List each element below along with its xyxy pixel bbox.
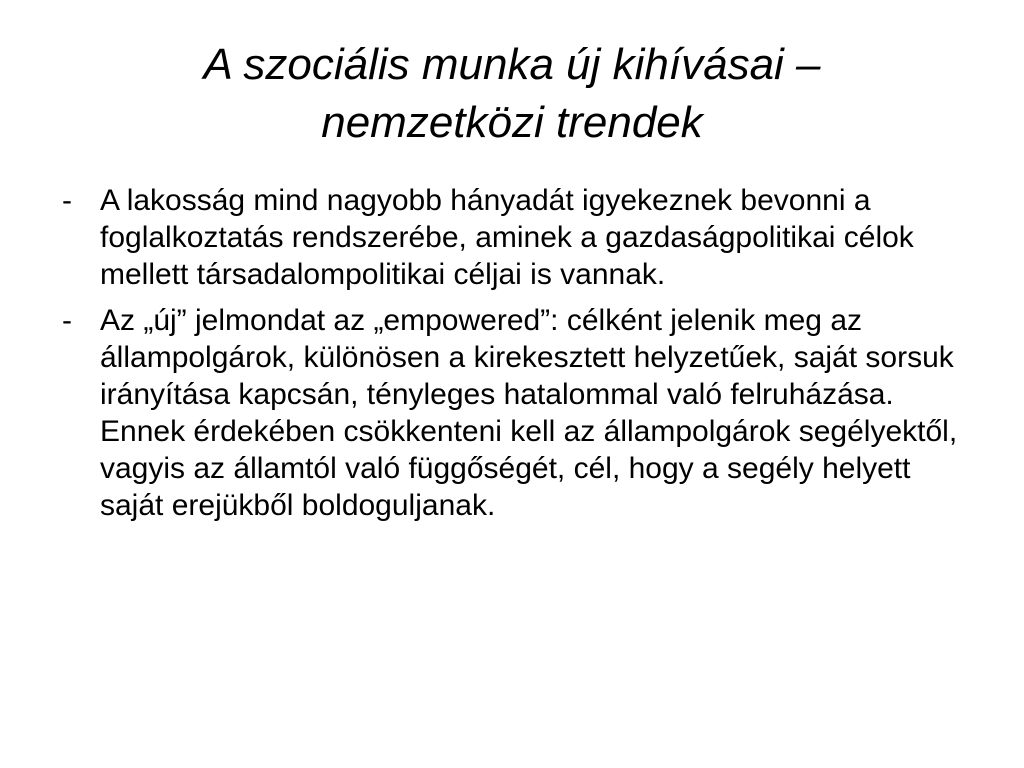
slide-title-line-2: nemzetközi trendek [321, 98, 703, 147]
bullet-item [58, 302, 963, 524]
bullet-text: Az „új” jelmondat az „empowered”: célként jelenik meg az állampolgárok, különösen a kirekesztett helyzetűek, saját sorsuk irányítása kapcsán, tényleges hatalommal való felruházása. Ennek érdekében csökkenteni kell az állampolgárok segélyektől, vagyis az államtól való függőségét, cél, hogy a segély helyett saját erejükből boldoguljanak. [100, 304, 958, 522]
bullet-dash: - [62, 304, 72, 337]
bullet-text: A lakosság mind nagyobb hányadát igyekeznek bevonni a foglalkoztatás rendszerébe, aminek a gazdaságpolitikai célok mellett társadalompolitikai céljai is vannak. [100, 184, 914, 291]
slide-title [60, 36, 964, 152]
slide-title-line-1: A szociális munka új kihívásai – [203, 40, 821, 89]
bullet-list [58, 182, 963, 533]
bullet-item [58, 182, 963, 293]
bullet-dash: - [62, 184, 72, 217]
